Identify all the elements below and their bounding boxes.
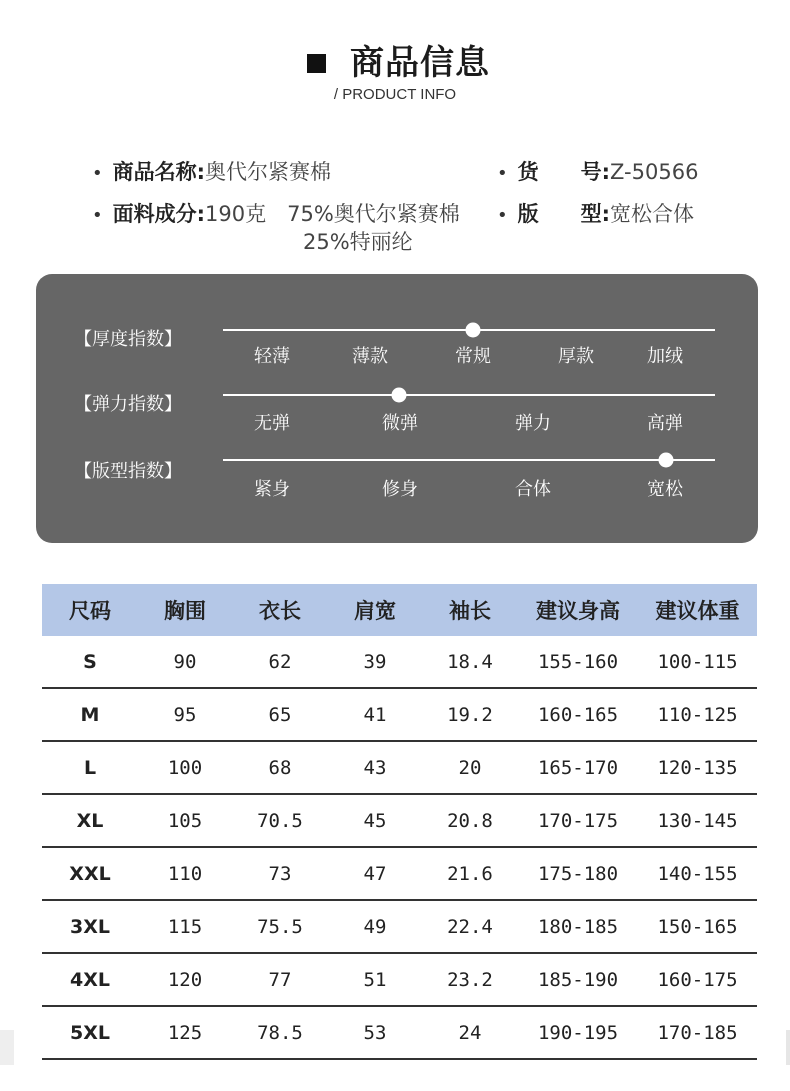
table-cell: 41: [328, 688, 422, 741]
table-cell: S: [42, 636, 138, 688]
indicator-option: 修身: [382, 479, 418, 500]
table-cell: 185-190: [518, 953, 638, 1006]
page-title: 商品信息: [350, 43, 490, 83]
table-cell: 175-180: [518, 847, 638, 900]
table-cell: 170-175: [518, 794, 638, 847]
table-cell: 53: [328, 1006, 422, 1059]
table-cell: 3XL: [42, 900, 138, 953]
table-cell: 19.2: [422, 688, 518, 741]
table-cell: 170-185: [638, 1006, 757, 1059]
table-cell: 18.4: [422, 636, 518, 688]
table-cell: 125: [138, 1006, 232, 1059]
bullet-icon: •: [92, 163, 103, 184]
info-label: 货 号:: [517, 160, 611, 184]
table-cell: 115: [138, 900, 232, 953]
size-table: [42, 584, 757, 1060]
table-row: [42, 688, 757, 741]
indicator-option: 轻薄: [254, 346, 290, 367]
info-label: 版 型:: [517, 202, 611, 226]
square-icon: [307, 54, 326, 73]
table-cell: 47: [328, 847, 422, 900]
table-cell: 73: [232, 847, 328, 900]
table-cell: 150-165: [638, 900, 757, 953]
table-cell: 43: [328, 741, 422, 794]
table-row: [42, 847, 757, 900]
indicator-panel: [36, 274, 758, 543]
table-cell: 62: [232, 636, 328, 688]
table-cell: 22.4: [422, 900, 518, 953]
bullet-icon: •: [92, 205, 103, 226]
table-cell: 100-115: [638, 636, 757, 688]
indicator-option: 常规: [455, 346, 491, 367]
column-header: 肩宽: [328, 584, 422, 636]
table-cell: 4XL: [42, 953, 138, 1006]
edge-mark: [786, 1030, 790, 1065]
indicator-option: 无弹: [254, 413, 290, 434]
indicator-option: 薄款: [352, 346, 388, 367]
indicator-option: 微弹: [382, 413, 418, 434]
table-cell: 65: [232, 688, 328, 741]
table-cell: 51: [328, 953, 422, 1006]
edge-mark: [0, 1030, 14, 1065]
table-cell: 24: [422, 1006, 518, 1059]
table-cell: 77: [232, 953, 328, 1006]
table-cell: 90: [138, 636, 232, 688]
table-cell: 160-175: [638, 953, 757, 1006]
indicator-marker-fit: [659, 453, 674, 468]
indicator-label-thickness: 【厚度指数】: [74, 329, 182, 350]
info-label: 商品名称:: [112, 160, 206, 184]
column-header: 袖长: [422, 584, 518, 636]
table-cell: 190-195: [518, 1006, 638, 1059]
table-cell: 110-125: [638, 688, 757, 741]
table-row: [42, 794, 757, 847]
info-value: 190克 75%奥代尔紧赛棉: [205, 202, 460, 226]
indicator-option: 宽松: [647, 479, 683, 500]
table-cell: L: [42, 741, 138, 794]
table-cell: 45: [328, 794, 422, 847]
table-cell: 20.8: [422, 794, 518, 847]
info-value: 奥代尔紧赛棉: [205, 160, 332, 184]
info-item-no: [497, 158, 698, 188]
table-row: [42, 741, 757, 794]
bullet-icon: •: [497, 163, 508, 184]
table-cell: 105: [138, 794, 232, 847]
info-fabric: [92, 200, 460, 230]
table-cell: 21.6: [422, 847, 518, 900]
table-cell: 68: [232, 741, 328, 794]
bullet-icon: •: [497, 205, 508, 226]
indicator-option: 高弹: [647, 413, 683, 434]
table-cell: 160-165: [518, 688, 638, 741]
indicator-track-fit: [223, 459, 715, 461]
table-cell: 120: [138, 953, 232, 1006]
table-cell: 39: [328, 636, 422, 688]
table-cell: 110: [138, 847, 232, 900]
table-row: [42, 900, 757, 953]
info-product-name: [92, 158, 331, 188]
info-fit: [497, 200, 694, 230]
table-cell: 120-135: [638, 741, 757, 794]
indicator-track-elasticity: [223, 394, 715, 396]
info-fabric-line2: 25%特丽纶: [303, 230, 413, 254]
indicator-marker-thickness: [466, 323, 481, 338]
info-value: Z-50566: [610, 160, 699, 184]
header: [0, 40, 790, 90]
info-label: 面料成分:: [112, 202, 206, 226]
table-row: [42, 1006, 757, 1059]
column-header: 胸围: [138, 584, 232, 636]
indicator-label-elasticity: 【弹力指数】: [74, 394, 182, 415]
table-cell: 20: [422, 741, 518, 794]
table-row: [42, 636, 757, 688]
table-cell: 100: [138, 741, 232, 794]
table-cell: 49: [328, 900, 422, 953]
table-cell: XL: [42, 794, 138, 847]
table-cell: 75.5: [232, 900, 328, 953]
table-cell: 23.2: [422, 953, 518, 1006]
table-cell: 130-145: [638, 794, 757, 847]
table-cell: 140-155: [638, 847, 757, 900]
table-cell: XXL: [42, 847, 138, 900]
indicator-option: 厚款: [558, 346, 594, 367]
indicator-option: 弹力: [515, 413, 551, 434]
table-cell: 95: [138, 688, 232, 741]
table-cell: 5XL: [42, 1006, 138, 1059]
table-cell: M: [42, 688, 138, 741]
indicator-marker-elasticity: [392, 388, 407, 403]
indicator-label-fit: 【版型指数】: [74, 461, 182, 482]
column-header: 尺码: [42, 584, 138, 636]
column-header: 衣长: [232, 584, 328, 636]
table-cell: 70.5: [232, 794, 328, 847]
indicator-option: 合体: [515, 479, 551, 500]
table-cell: 155-160: [518, 636, 638, 688]
indicator-option: 紧身: [254, 479, 290, 500]
column-header: 建议身高: [518, 584, 638, 636]
indicator-option: 加绒: [647, 346, 683, 367]
table-cell: 165-170: [518, 741, 638, 794]
column-header: 建议体重: [638, 584, 757, 636]
table-cell: 180-185: [518, 900, 638, 953]
info-value: 宽松合体: [610, 202, 695, 226]
table-cell: 78.5: [232, 1006, 328, 1059]
table-header-row: [42, 584, 757, 636]
page-subtitle: / PRODUCT INFO: [333, 86, 457, 103]
table-row: [42, 953, 757, 1006]
